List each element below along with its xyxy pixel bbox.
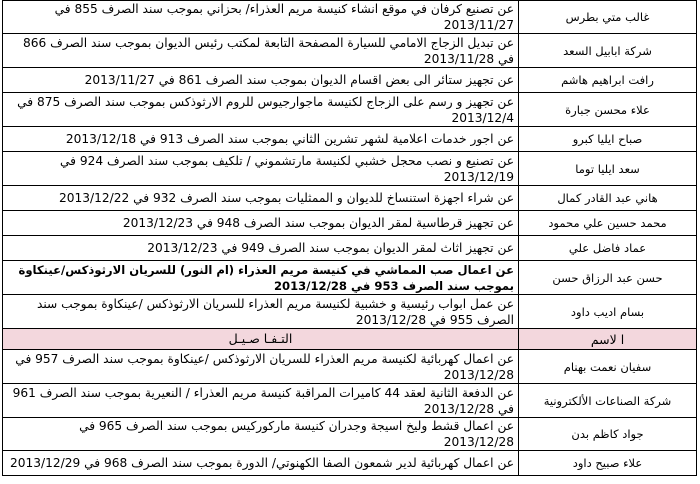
- payments-table: [2, 0, 697, 476]
- table-row: [3, 93, 697, 127]
- table-row: [3, 418, 697, 451]
- payment-details-cell: عن تجهيز اثاث لمقر الديوان بموجب سند الصرف 949 في 2013/12/23: [3, 236, 519, 261]
- table-row: [3, 295, 697, 329]
- header-name-cell: ا لاسم: [519, 329, 697, 350]
- payee-name-cell: حسن عبد الرزاق حسن: [519, 261, 697, 295]
- payee-name-cell: سعد ايليا توما: [519, 152, 697, 186]
- table-row: [3, 68, 697, 93]
- table-row: [3, 152, 697, 186]
- payment-details-cell: عن الدفعة الثانية لعقد 44 كاميرات المراقبة كنيسة مريم العذراء / النعيرية بموجب سند الصرف 961 في 2013/12/28: [3, 384, 519, 418]
- header-details-cell: التـفـا صـيـل: [3, 329, 519, 350]
- payee-name-cell: غالب متي بطرس: [519, 1, 697, 34]
- table-row: [3, 34, 697, 68]
- payment-details-cell: عن تبديل الزجاج الامامي للسيارة المصفحة التابعة لمكتب رئيس الديوان بموجب سند الصرف 866 في 2013/11/28: [3, 34, 519, 68]
- payee-name-cell: جواد كاظم بدن: [519, 418, 697, 451]
- payee-name-cell: علاء صبيح داود: [519, 451, 697, 476]
- payee-name-cell: سفيان نعمت بهنام: [519, 350, 697, 384]
- payment-details-cell: عن تجهيز و رسم على الزجاج لكنيسة ماجوارجيوس للروم الارثوذكس بموجب سند الصرف 875 في 2013/12/4: [3, 93, 519, 127]
- payment-details-cell: عن اعمال كهربائية لكنيسة مريم العذراء للسريان الارثوذكس /عينكاوة بموجب سند الصرف 957 في 2013/12/28: [3, 350, 519, 384]
- table-row: [3, 350, 697, 384]
- payment-details-cell: عن اعمال قشط وليخ اسيجة وجدران كنيسة ماركوركيس بموجب سند الصرف 965 في 2013/12/28: [3, 418, 519, 451]
- payee-name-cell: صباح ايليا كبرو: [519, 127, 697, 152]
- payment-details-cell: عن عمل ابواب رئيسية و خشبية لكنيسة مريم العذراء للسريان الارثوذكس /عينكاوة بموجب سند الصرف 955 في 2013/12/28: [3, 295, 519, 329]
- payment-details-cell: عن اجور خدمات اعلامية لشهر تشرين الثاني بموجب سند الصرف 913 في 2013/12/18: [3, 127, 519, 152]
- payment-details-cell: عن تصنيع و نصب محجل خشبي لكنيسة مارتشموني / تلكيف بموجب سند الصرف 924 في 2013/12/19: [3, 152, 519, 186]
- payee-name-cell: شركة الصناعات الألكترونية: [519, 384, 697, 418]
- table-row: [3, 384, 697, 418]
- payment-details-cell: عن تجهيز قرطاسية لمقر الديوان بموجب سند الصرف 948 في 2013/12/23: [3, 211, 519, 236]
- table-row: [3, 211, 697, 236]
- payee-name-cell: شركة ابابيل السعد: [519, 34, 697, 68]
- table-row: [3, 1, 697, 34]
- payee-name-cell: عماد فاضل علي: [519, 236, 697, 261]
- payment-details-cell: عن تجهيز ستائر الى بعض اقسام الديوان بموجب سند الصرف 861 في 2013/11/27: [3, 68, 519, 93]
- table-row: [3, 236, 697, 261]
- payee-name-cell: هاني عبد القادر كمال: [519, 186, 697, 211]
- payee-name-cell: رافت ابراهيم هاشم: [519, 68, 697, 93]
- table-row: [3, 261, 697, 295]
- payee-name-cell: محمد حسين علي محمود: [519, 211, 697, 236]
- payment-details-cell: عن تصنيع كرفان في موقع انشاء كنيسة مريم العذراء/ بحزاني بموجب سند الصرف 855 في 2013/11/27: [3, 1, 519, 34]
- table-row: [3, 127, 697, 152]
- payment-details-cell: عن اعمال صب المماشي في كنيسة مريم العذراء (ام النور) للسريان الارثوذكس/عينكاوة بموجب سند الصرف 953 في 2013/12/28: [3, 261, 519, 295]
- table-row: [3, 186, 697, 211]
- table-row: [3, 451, 697, 476]
- payee-name-cell: علاء محسن جبارة: [519, 93, 697, 127]
- payee-name-cell: بسام اديب داود: [519, 295, 697, 329]
- table-header-row: [3, 329, 697, 350]
- payment-details-cell: عن شراء اجهزة استنساخ للديوان و الممثليات بموجب سند الصرف 932 في 2013/12/22: [3, 186, 519, 211]
- payment-details-cell: عن اعمال كهربائية لدير شمعون الصفا الكهنوتي/ الدورة بموجب سند الصرف 968 في 2013/12/29: [3, 451, 519, 476]
